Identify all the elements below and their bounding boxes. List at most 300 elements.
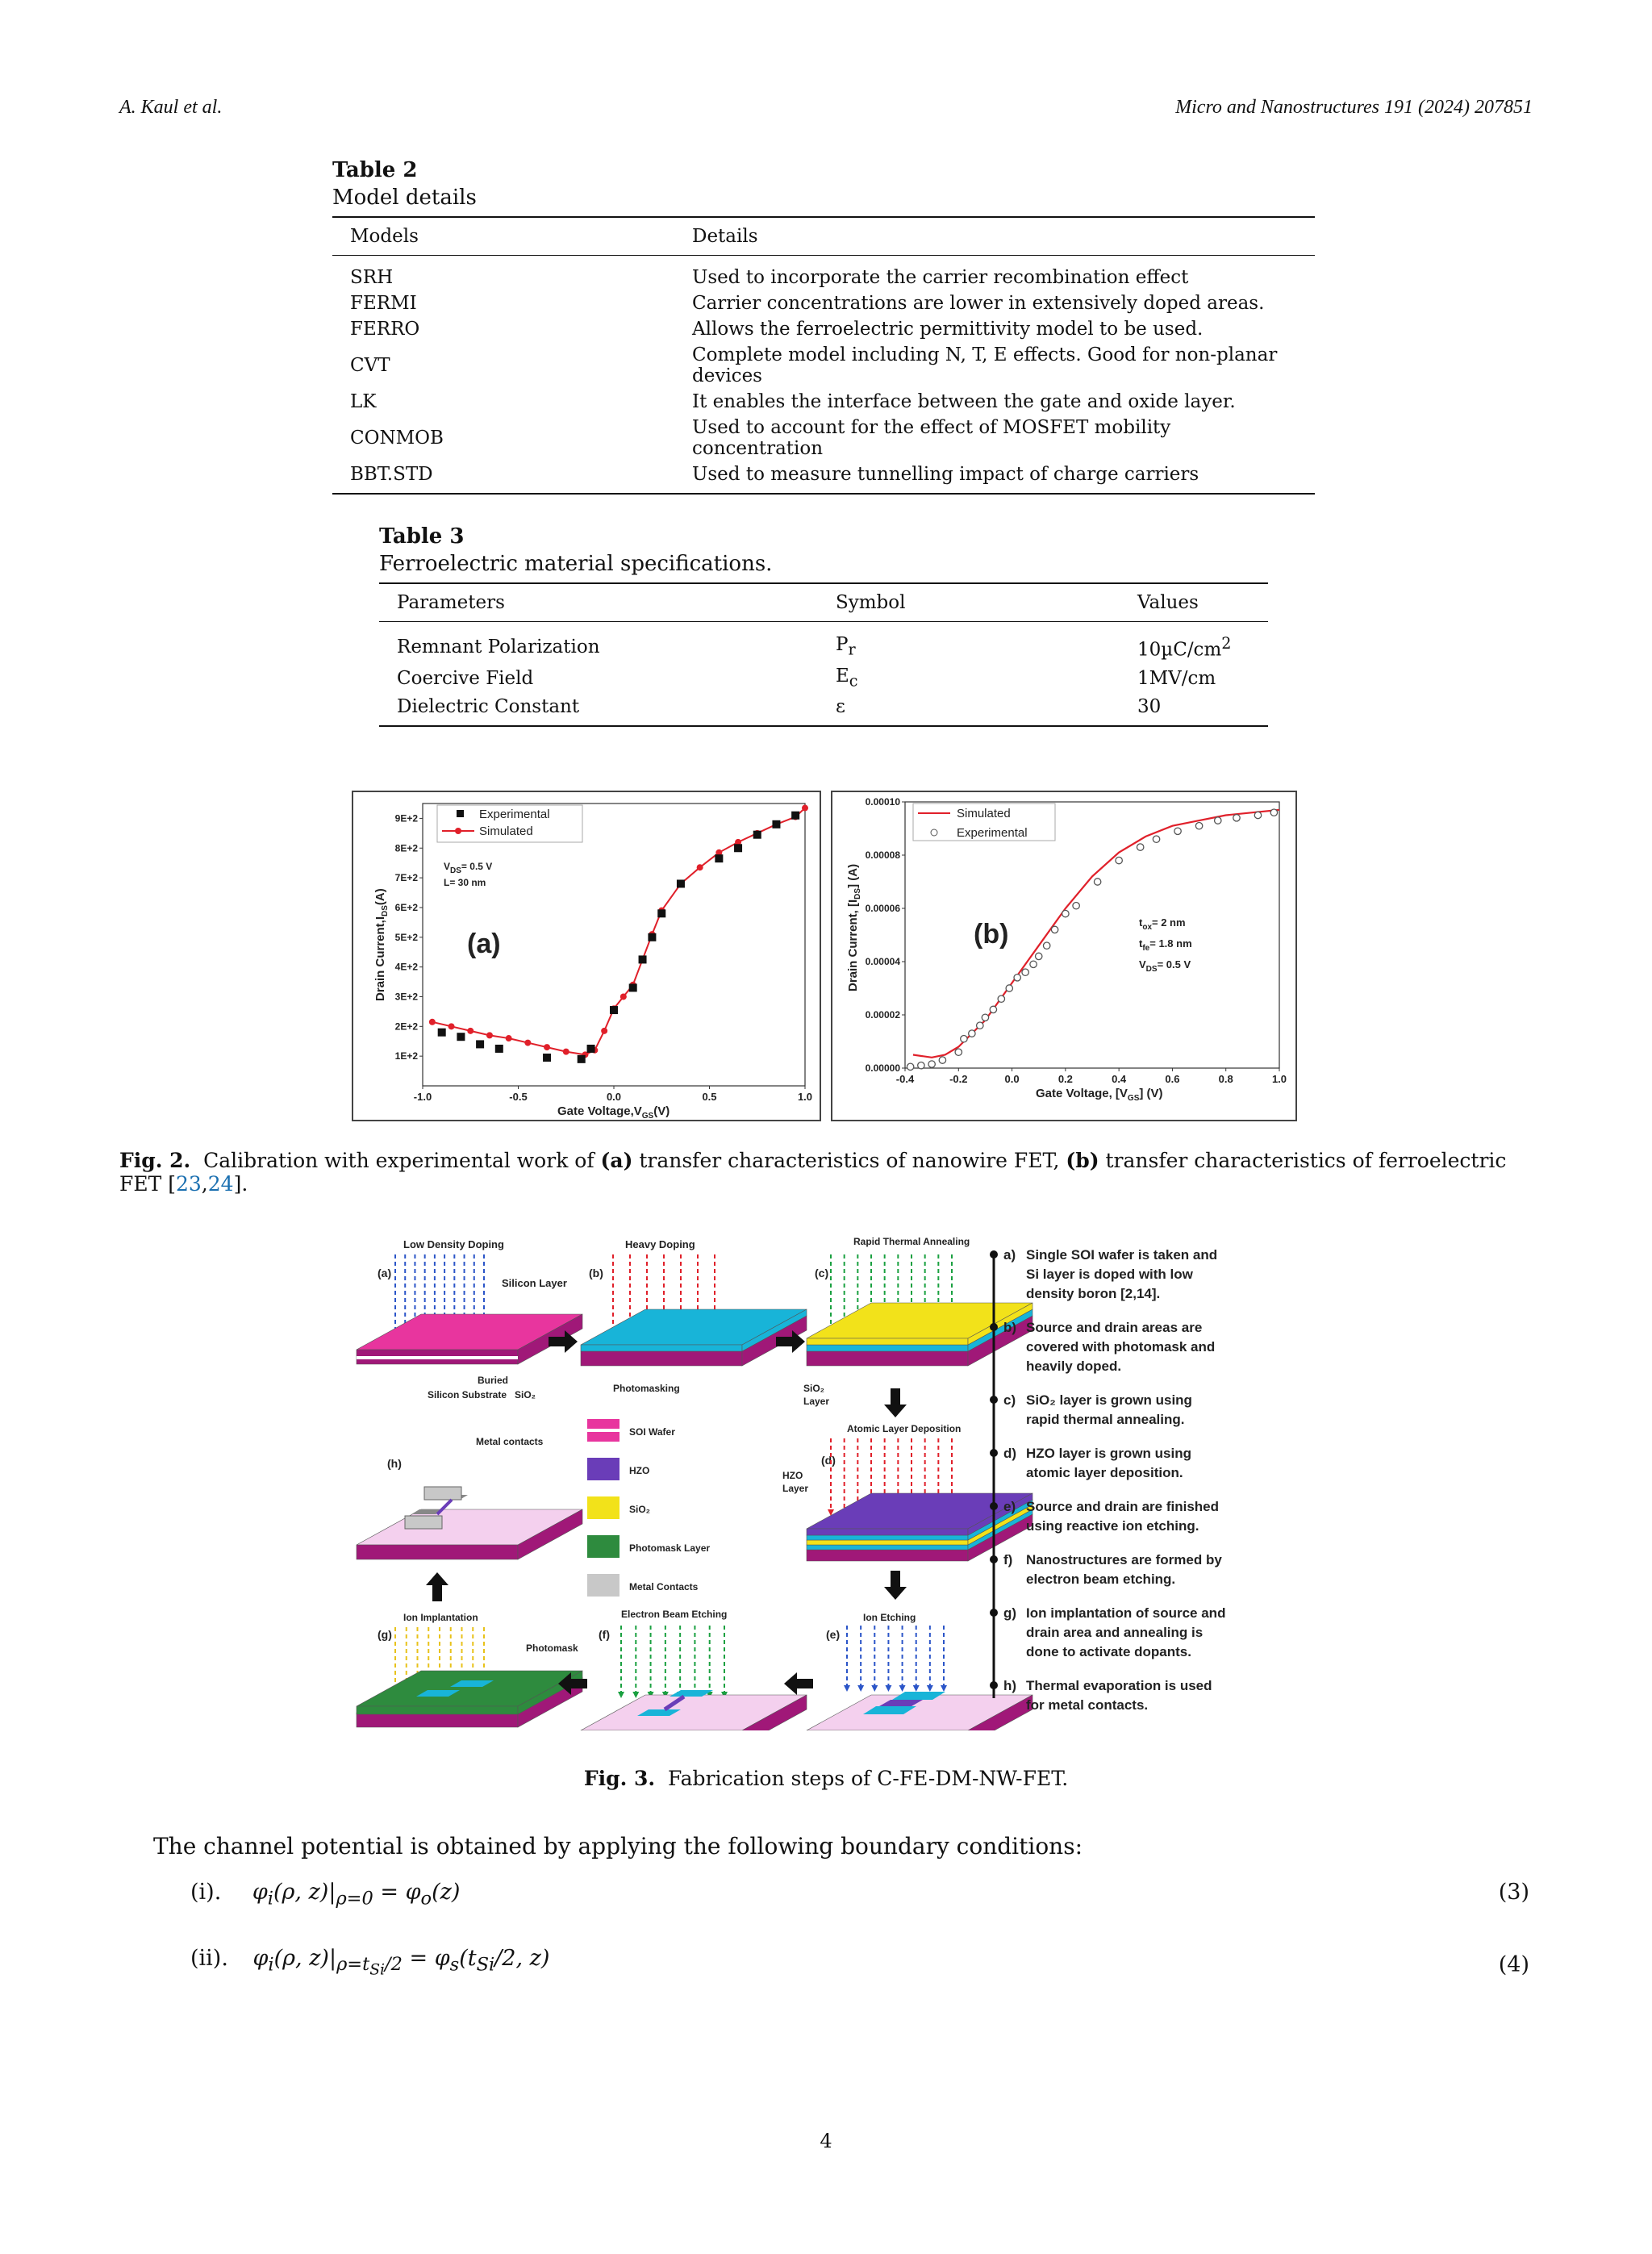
legend-label: Experimental [957, 826, 1028, 840]
arrow-head [899, 1685, 906, 1692]
y-tick-label: 0.00004 [865, 956, 900, 967]
y-tick-label: 0.00010 [865, 796, 900, 808]
step-text: drain area and annealing is [1026, 1625, 1204, 1640]
x-tick-label: 0.0 [606, 1091, 622, 1103]
y-tick-label: 9E+2 [394, 812, 418, 824]
arrow-body [797, 1679, 813, 1688]
figure-3-caption-text: Fabrication steps of C-FE-DM-NW-FET. [667, 1767, 1069, 1790]
simulated-point [802, 805, 808, 812]
slab-front [807, 1338, 968, 1345]
panel-label: (g) [378, 1628, 392, 1641]
step-letter: h) [1003, 1678, 1017, 1693]
table-cell: Coercive Field [397, 667, 534, 689]
table-3 [379, 524, 1268, 727]
step-text: Si layer is doped with low [1026, 1267, 1193, 1282]
step-text: Single SOI wafer is taken and [1026, 1247, 1218, 1263]
experimental-point [629, 983, 637, 991]
page-number: 4 [820, 2130, 832, 2152]
header-authors: A. Kaul et al. [119, 97, 223, 118]
arrow-body [776, 1337, 792, 1346]
experimental-point [734, 844, 742, 852]
x-axis-label: Gate Voltage, $[V_{GS}]$ (V) [1036, 1087, 1163, 1103]
arrow-head [884, 1587, 907, 1600]
experimental-point [977, 1022, 983, 1029]
table-cell: Carrier concentrations are lower in extensively doped areas. [692, 293, 1265, 314]
arrow-head [632, 1692, 639, 1698]
experimental-point [438, 1029, 446, 1037]
experimental-point [961, 1036, 967, 1042]
legend-swatch [587, 1535, 620, 1558]
step-text: Nanostructures are formed by [1026, 1552, 1222, 1567]
x-axis-label: Gate $Voltage,V_{GS}(V)$ [557, 1104, 670, 1120]
callout-hzo-layer: HZO [782, 1470, 803, 1481]
legend-label: Photomask Layer [629, 1542, 711, 1554]
table-cell [818, 663, 1120, 695]
legend-label: Simulated [479, 824, 533, 838]
experimental-point [1270, 809, 1277, 816]
experimental-point [657, 909, 665, 917]
y-axis-label: Drain Current, $[I_{DS}]$ (A) [846, 863, 862, 991]
process-arrow [426, 1572, 448, 1601]
arrow-head [927, 1685, 933, 1692]
y-tick-label: 0.00006 [865, 903, 900, 914]
experimental-point [587, 1045, 595, 1053]
y-tick-label: 5E+2 [394, 931, 418, 943]
step-text: rapid thermal annealing. [1026, 1412, 1185, 1427]
symbol-text: E [836, 665, 849, 687]
chart-b-svg [832, 792, 1295, 1120]
experimental-point [998, 996, 1004, 1002]
table-2-subtitle: Model details [332, 186, 477, 210]
y-tick-label: 7E+2 [394, 872, 418, 884]
figure-2-panel-b [831, 791, 1297, 1121]
annotation-length: L= 30 nm [444, 877, 486, 888]
x-tick-label: -0.2 [949, 1073, 968, 1085]
table-cell: Dielectric Constant [379, 694, 818, 726]
table-2 [332, 158, 1315, 495]
experimental-point [1006, 985, 1012, 991]
metal-contact-top [424, 1487, 461, 1500]
table-cell: FERRO [350, 319, 420, 340]
table-cell: 30 [1120, 694, 1268, 726]
slab-front [357, 1713, 518, 1727]
experimental-point [1043, 942, 1049, 949]
step-text: atomic layer deposition. [1026, 1465, 1183, 1480]
callout-sio2-layer: SiO₂ [803, 1383, 825, 1394]
step-text: SiO₂ layer is grown using [1026, 1392, 1192, 1408]
callout-sio2: SiO₂ [515, 1389, 536, 1400]
experimental-point [578, 1055, 586, 1063]
wafer-h [357, 1509, 582, 1559]
timeline-dot [990, 1396, 998, 1404]
experimental-point [1153, 836, 1159, 842]
table-3-title: Table 3 [379, 524, 465, 549]
step-text: for metal contacts. [1026, 1697, 1149, 1713]
experimental-point [1051, 926, 1058, 933]
experimental-point [772, 820, 780, 829]
table-cell [1120, 622, 1268, 663]
step-letter: b) [1003, 1320, 1017, 1335]
experimental-point [610, 1006, 618, 1014]
panel-label: (b) [589, 1267, 603, 1279]
x-tick-label: -1.0 [413, 1091, 432, 1103]
simulated-point [563, 1049, 569, 1055]
callout-buried: Buried [478, 1375, 509, 1386]
table-cell: CONMOB [350, 428, 444, 449]
table-3-header-values: Values [1120, 583, 1268, 622]
arrow-head [844, 1685, 850, 1692]
simulated-point [467, 1028, 473, 1034]
metal-contact-top [405, 1516, 442, 1529]
experimental-point [928, 1061, 935, 1067]
figure-3-caption [0, 1767, 1652, 1790]
buried-oxide-line [357, 1356, 518, 1359]
y-tick-label: 6E+2 [394, 901, 418, 913]
fabrication-diagram [347, 1230, 1315, 1730]
experimental-point [639, 955, 647, 963]
table-cell: Allows the ferroelectric permittivity model to be used. [692, 319, 1204, 340]
step-text: covered with photomask and [1026, 1339, 1216, 1354]
panel-label: (c) [815, 1267, 829, 1279]
step-text: Source and drain areas are [1026, 1320, 1203, 1335]
simulated-point [601, 1028, 607, 1034]
symbol-subscript: c [849, 671, 858, 691]
callout-photomasking: Photomasking [613, 1383, 680, 1394]
equation-3: (i). $\varphi_i(\rho$, $z)|_{\rho=0} = \varphi_o(z)$ (3) [190, 1880, 1529, 1910]
timeline-dot [990, 1502, 998, 1510]
step-letter: d) [1003, 1446, 1017, 1461]
value-text: 10µC/cm [1137, 639, 1222, 661]
arrow-head [426, 1572, 448, 1585]
legend-marker-simulated [455, 828, 461, 834]
arrow-body [571, 1679, 587, 1688]
experimental-point [1215, 817, 1221, 824]
simulated-point [544, 1044, 550, 1050]
caption-text: transfer characteristics of nanowire FET, [632, 1149, 1066, 1172]
table-row [332, 389, 1315, 415]
experimental-point [1094, 879, 1100, 885]
arrow-body [891, 1388, 900, 1405]
arrow-head [941, 1685, 947, 1692]
annotation-vds: $V_{DS}= 0.5$ V [1139, 958, 1191, 974]
x-tick-label: -0.5 [509, 1091, 528, 1103]
equation-4: (ii). $\varphi_i(\rho$, $z)|_{\rho=t_{Si}/2} = \varphi_s(t_{Si}/2$, z) (4) [190, 1946, 1529, 1979]
table-cell: It enables the interface between the gate and oxide layer. [692, 391, 1236, 412]
step-text: density boron [2,14]. [1026, 1286, 1161, 1301]
slab-front [357, 1706, 518, 1714]
legend-swatch-stripe [587, 1429, 620, 1432]
equation-number: (3) [1498, 1880, 1529, 1905]
slab-front [807, 1345, 968, 1351]
experimental-point [1233, 815, 1240, 821]
step-text: electron beam etching. [1026, 1572, 1176, 1587]
panel-label: (a) [467, 929, 501, 959]
table-2-grid [332, 216, 1315, 495]
symbol-text: P [836, 633, 849, 655]
ebeam-arrows [618, 1626, 728, 1698]
step-title: Ion Implantation [403, 1612, 478, 1623]
arrow-body [549, 1337, 565, 1346]
legend-swatch [587, 1458, 620, 1480]
header-journal: Micro and Nanostructures 191 (2024) 207851 [1175, 97, 1533, 118]
etching-arrows [844, 1626, 947, 1692]
caption-text: (b) [1066, 1149, 1099, 1172]
experimental-point [1254, 812, 1261, 818]
table-3-subtitle: Ferroelectric material specifications. [379, 552, 773, 576]
table-2-header-models: Models [332, 217, 674, 256]
caption-text: Calibration with experimental work of [203, 1149, 601, 1172]
experimental-point [543, 1054, 551, 1062]
step-title: Metal contacts [476, 1436, 544, 1447]
experimental-point [1062, 910, 1069, 916]
table-cell: Used to account for the effect of MOSFET mobility concentration [692, 417, 1171, 459]
experimental-point [1022, 969, 1028, 975]
table-row [332, 256, 1315, 291]
step-letter: c) [1003, 1392, 1016, 1408]
y-tick-label: 1E+2 [394, 1050, 418, 1062]
legend-swatch [587, 1574, 620, 1597]
value-text: 1MV/cm [1137, 667, 1216, 689]
table-cell: CVT [350, 355, 390, 376]
table-row [332, 415, 1315, 461]
arrow-head [884, 1405, 907, 1417]
experimental-point [1116, 857, 1122, 863]
caption-text: ]. [233, 1172, 248, 1196]
legend-label: Experimental [479, 808, 550, 821]
legend-label: Simulated [957, 807, 1011, 820]
step-title: Low Density Doping [403, 1238, 504, 1250]
process-arrow [884, 1388, 907, 1417]
experimental-point [476, 1040, 484, 1048]
experimental-point [495, 1045, 503, 1053]
experimental-point [753, 831, 761, 839]
equation-number: (4) [1498, 1952, 1529, 1977]
x-tick-label: 0.5 [702, 1091, 717, 1103]
timeline-dot [990, 1250, 998, 1258]
figure-2-label: Fig. 2. [119, 1149, 191, 1172]
experimental-point [1137, 844, 1143, 850]
timeline-dot [990, 1555, 998, 1563]
legend-label: HZO [629, 1465, 650, 1476]
experimental-point [969, 1030, 975, 1037]
annotation-vds: $V_{DS}= 0.5$ V [444, 861, 493, 875]
experimental-point [1073, 903, 1079, 909]
table-3-header-symbol: Symbol [818, 583, 1120, 622]
legend-label: Metal Contacts [629, 1581, 699, 1592]
caption-text: (a) [600, 1149, 633, 1172]
legend-label: SOI Wafer [629, 1426, 675, 1438]
slab-front [807, 1535, 968, 1540]
slab-front [357, 1545, 518, 1559]
arrow-head [618, 1692, 624, 1698]
wafer-f [581, 1695, 807, 1730]
plot-area [905, 802, 1279, 1068]
annotation-tfe: $t_{fe}= 1.8$ nm [1139, 937, 1192, 953]
table-cell: Remnant Polarization [397, 636, 600, 657]
x-tick-label: 0.8 [1218, 1073, 1233, 1085]
step-text: using reactive ion etching. [1026, 1518, 1199, 1534]
experimental-point [918, 1062, 924, 1069]
experimental-point [1036, 953, 1042, 959]
x-tick-label: 1.0 [1271, 1073, 1287, 1085]
experimental-point [1174, 828, 1181, 834]
x-tick-label: 0.0 [1004, 1073, 1020, 1085]
experimental-point [457, 1033, 465, 1041]
arrow-head [871, 1685, 878, 1692]
step-letter: a) [1003, 1247, 1016, 1263]
figure-2-panel-a [352, 791, 821, 1121]
table-row [379, 622, 1268, 663]
x-tick-label: 0.4 [1112, 1073, 1127, 1085]
experimental-point [1014, 975, 1020, 981]
simulated-point [620, 993, 627, 1000]
arrow-head [784, 1672, 797, 1695]
table-row [332, 290, 1315, 316]
step-text: HZO layer is grown using [1026, 1446, 1191, 1461]
y-tick-label: 3E+2 [394, 991, 418, 1003]
table-2-title: Table 2 [332, 158, 418, 182]
table-cell [818, 622, 1120, 663]
table-cell: Used to incorporate the carrier recombination effect [692, 267, 1189, 288]
legend-marker-experimental [931, 829, 937, 836]
value-superscript: 2 [1221, 634, 1232, 653]
timeline-dot [990, 1609, 998, 1617]
table-row [332, 461, 1315, 494]
table-row [332, 342, 1315, 389]
arrow-body [432, 1585, 442, 1601]
arrow-head [885, 1685, 891, 1692]
y-tick-label: 0.00002 [865, 1009, 900, 1021]
y-axis-label: Drain $Current,I_{DS}(A)$ [373, 888, 390, 1001]
arrow-head [857, 1685, 864, 1692]
step-title: Heavy Doping [625, 1238, 695, 1250]
slab-front [807, 1545, 968, 1550]
table-cell [1120, 663, 1268, 695]
panel-label: (h) [387, 1457, 402, 1470]
slab-front [807, 1351, 968, 1366]
table-cell: ε [818, 694, 1120, 726]
table-3-header-parameters: Parameters [379, 583, 818, 622]
table-row [379, 663, 1268, 695]
citation-link[interactable]: 23 [175, 1172, 202, 1196]
callout-photomask: Photomask [526, 1642, 578, 1654]
table-2-header-details: Details [674, 217, 1315, 256]
experimental-point [791, 812, 799, 820]
arrow-head [913, 1685, 920, 1692]
step-title: Electron Beam Etching [621, 1609, 728, 1620]
simulated-point [448, 1023, 455, 1029]
y-tick-label: 8E+2 [394, 842, 418, 854]
symbol-subscript: r [848, 640, 856, 659]
figure-3-label: Fig. 3. [583, 1767, 656, 1790]
process-arrow [784, 1672, 813, 1695]
legend-label: SiO₂ [629, 1504, 651, 1515]
table-cell: SRH [350, 267, 394, 288]
legend-swatch [587, 1496, 620, 1519]
step-text: heavily doped. [1026, 1359, 1122, 1374]
y-tick-label: 4E+2 [394, 961, 418, 973]
panel-label: (b) [974, 919, 1009, 950]
x-tick-label: 0.2 [1058, 1073, 1073, 1085]
legend-marker-experimental [457, 810, 464, 817]
simulated-point [697, 864, 703, 870]
table-row [379, 694, 1268, 726]
table-cell: Used to measure tunnelling impact of charge carriers [674, 461, 1315, 494]
table-cell: Complete model including N, T, E effects. Good for non-planar devices [692, 344, 1278, 386]
figure-3 [347, 1230, 1315, 1730]
experimental-point [715, 854, 723, 862]
panel-label: (a) [378, 1267, 392, 1279]
equation-label: (i). [190, 1880, 222, 1905]
slab-front [807, 1540, 968, 1545]
slab-front [807, 1550, 968, 1561]
y-tick-label: 0.00000 [865, 1062, 900, 1074]
experimental-point [939, 1057, 945, 1063]
simulated-point [429, 1019, 436, 1025]
step-text: Thermal evaporation is used [1026, 1678, 1212, 1693]
experimental-point [990, 1006, 996, 1012]
arrow-body [891, 1571, 900, 1587]
experimental-point [955, 1049, 962, 1055]
x-tick-label: 0.6 [1165, 1073, 1180, 1085]
table-row [332, 316, 1315, 342]
caption-text: , [201, 1172, 208, 1196]
table-cell: LK [350, 391, 377, 412]
step-letter: e) [1003, 1499, 1016, 1514]
table-3-grid [379, 582, 1268, 727]
experimental-point [982, 1014, 988, 1021]
simulated-point [486, 1032, 493, 1038]
callout-silicon-layer: Silicon Layer [502, 1277, 567, 1289]
callout-hzo-layer: Layer [782, 1483, 809, 1494]
process-arrow [884, 1571, 907, 1600]
panel-label: (e) [826, 1628, 841, 1641]
experimental-point [677, 879, 685, 887]
timeline-dot [990, 1681, 998, 1689]
figure-2-caption [119, 1149, 1539, 1196]
timeline-dot [990, 1323, 998, 1331]
panel-label: (f) [599, 1628, 610, 1641]
table-cell: FERMI [350, 293, 417, 314]
y-tick-label: 2E+2 [394, 1021, 418, 1033]
simulated-point [506, 1035, 512, 1041]
caption-text: transfer characteristics of ferroelectric FET [ [119, 1149, 1507, 1196]
callout-sio2-layer: Layer [803, 1396, 830, 1407]
step-letter: f) [1003, 1552, 1013, 1567]
chart-a-svg [353, 792, 820, 1120]
x-tick-label: -0.4 [895, 1073, 915, 1085]
step-title: Ion Etching [863, 1612, 916, 1623]
equation-label: (ii). [190, 1946, 228, 1971]
citation-link[interactable]: 24 [207, 1172, 234, 1196]
y-tick-label: 0.00008 [865, 849, 900, 861]
x-tick-label: 1.0 [797, 1091, 813, 1103]
simulated-point [524, 1040, 531, 1046]
panel-label: (d) [821, 1454, 836, 1467]
experimental-point [1030, 961, 1037, 967]
step-text: Ion implantation of source and [1026, 1605, 1226, 1621]
step-text: Source and drain are finished [1026, 1499, 1220, 1514]
slab-front [581, 1345, 742, 1351]
experimental-point [907, 1063, 913, 1070]
step-title: Atomic Layer Deposition [847, 1423, 962, 1434]
timeline-dot [990, 1449, 998, 1457]
annotation-tox: $t_{ox}= 2$ nm [1139, 916, 1186, 932]
body-paragraph: The channel potential is obtained by applying the following boundary conditions: [153, 1833, 1083, 1860]
slab-front [807, 1529, 968, 1535]
experimental-point [1195, 823, 1202, 829]
experimental-point [648, 933, 656, 941]
